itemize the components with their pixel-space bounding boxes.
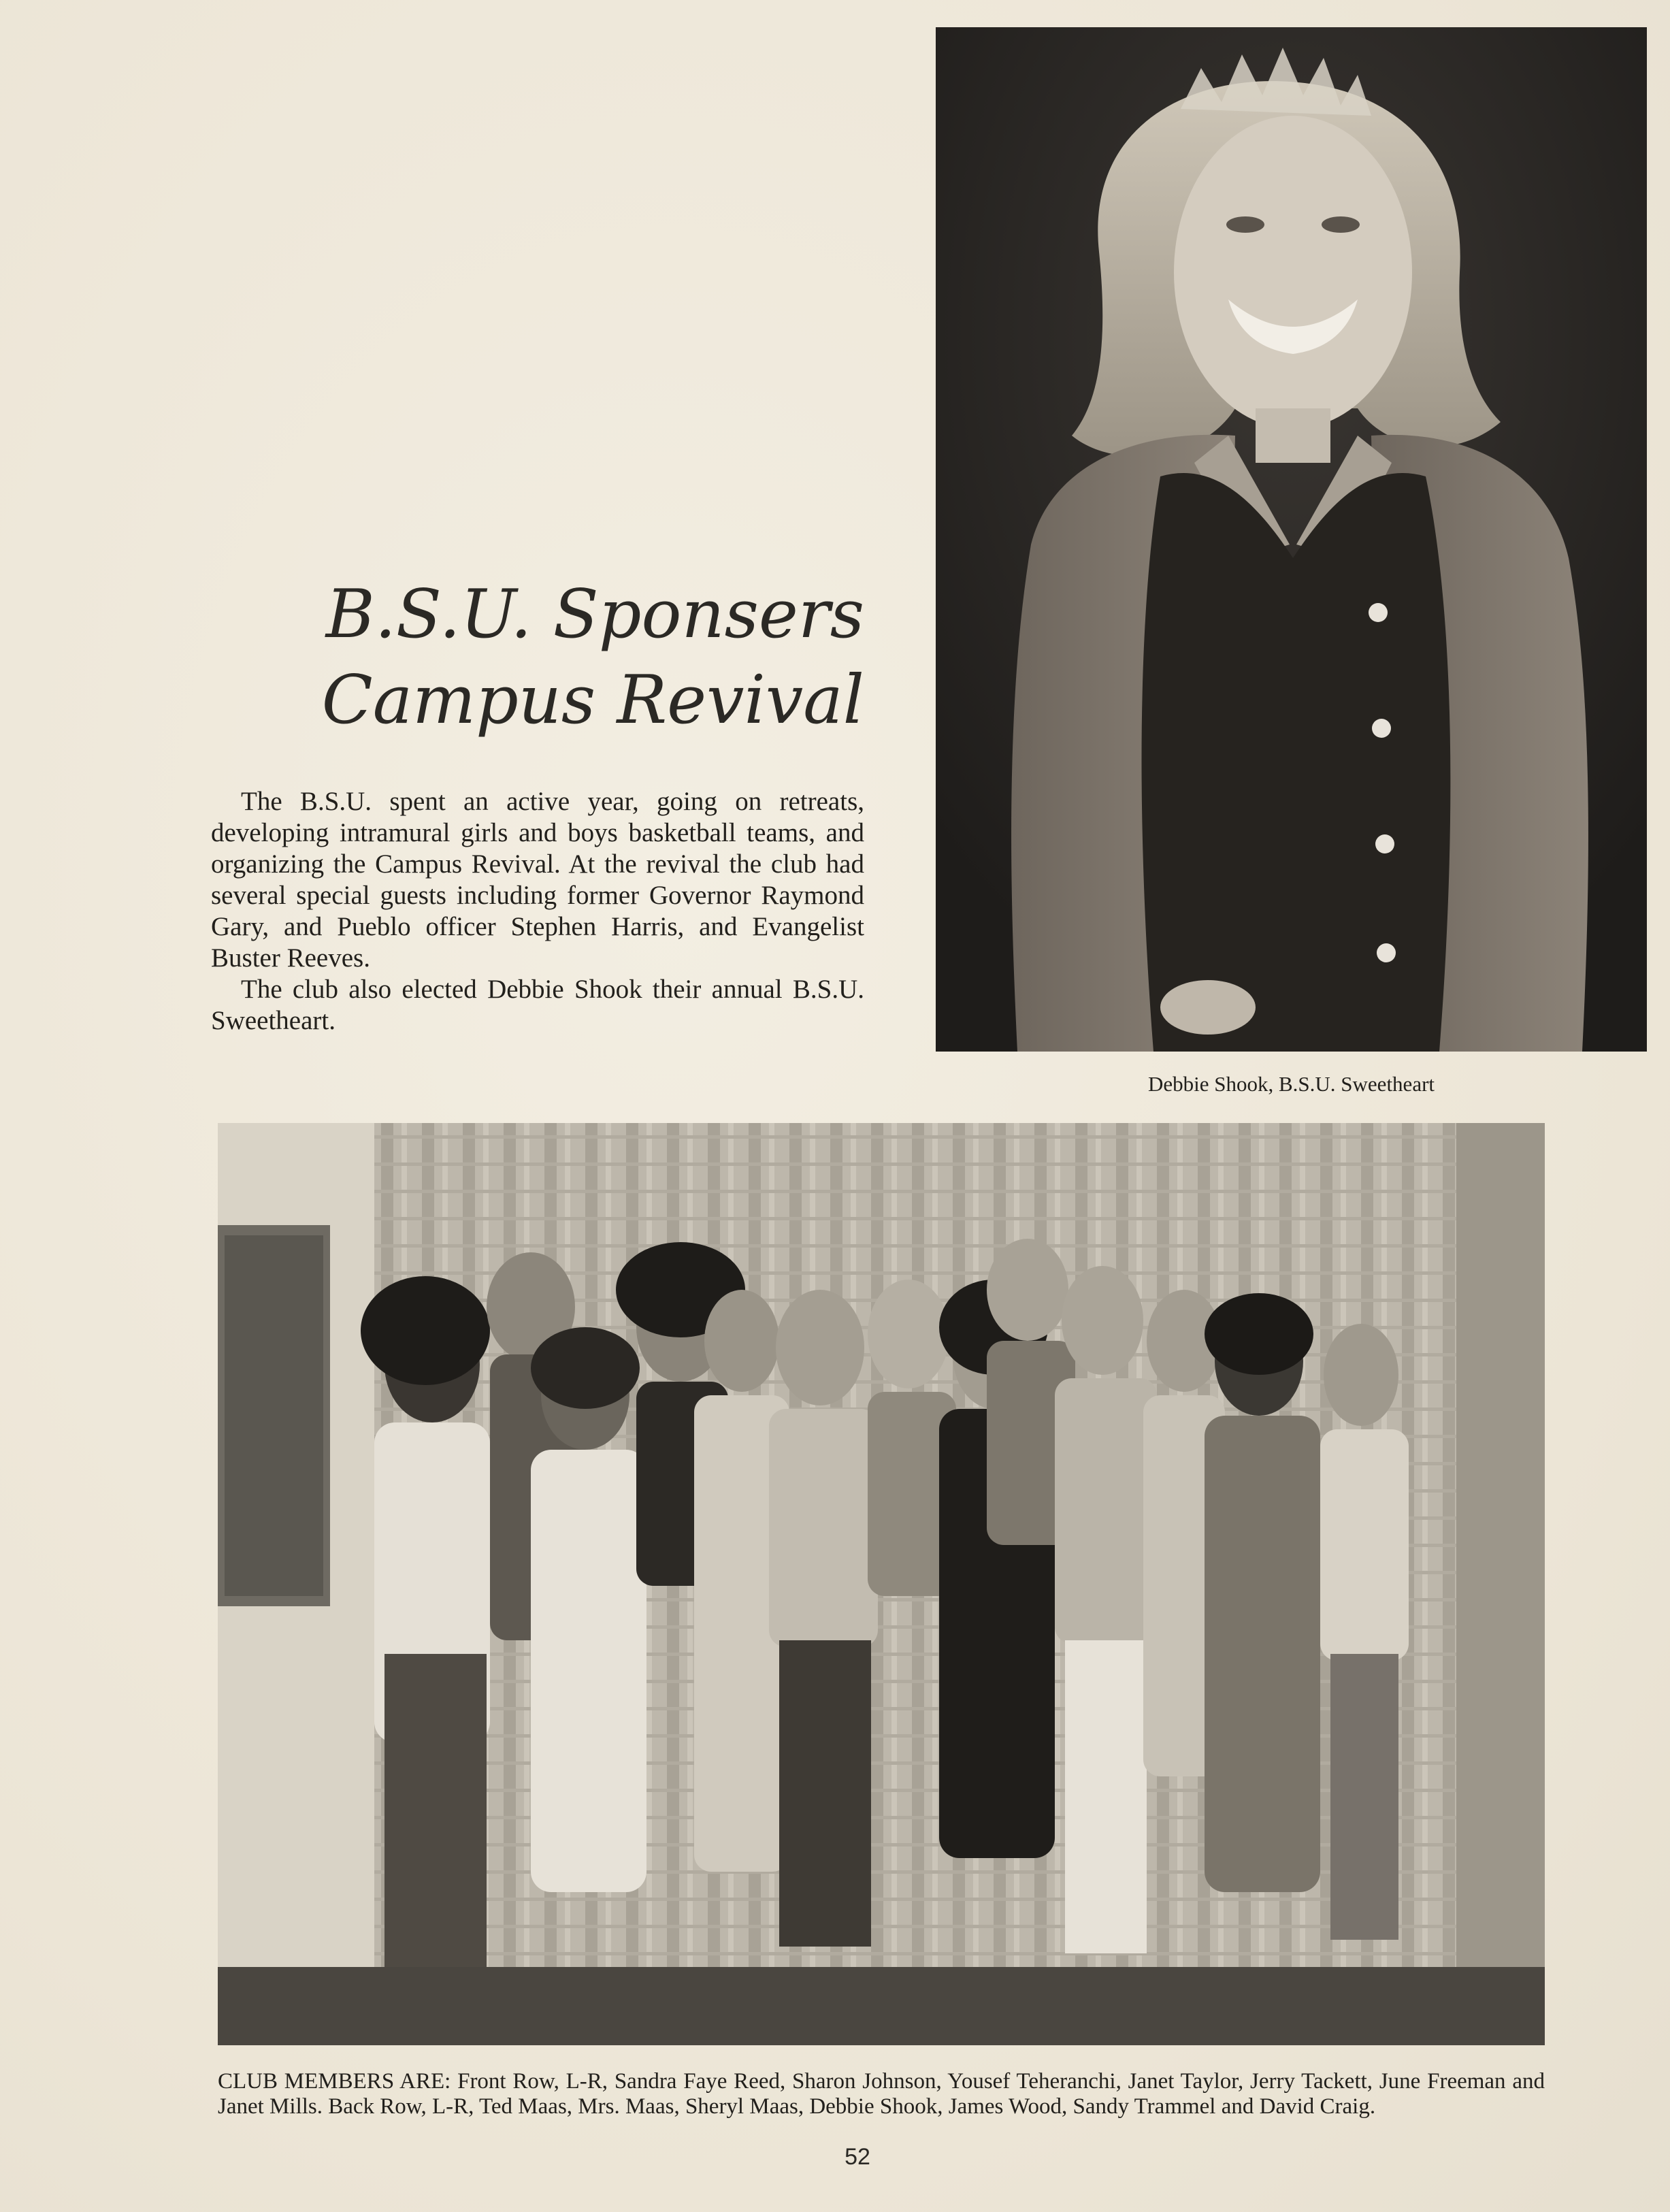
story-paragraph: The club also elected Debbie Shook their annual B.S.U. Sweetheart. [211, 975, 864, 1035]
headline-line-2: Campus Revival [321, 662, 864, 739]
group-image [218, 1123, 1545, 2045]
group-photo [218, 1123, 1545, 2045]
headline-line-1: B.S.U. Sponsers [325, 576, 864, 653]
story-paragraph: The B.S.U. spent an active year, going on retreats, developing intramural girls and boys basketball teams, and organizing the Campus Revival. At the revival the club had several special guests including former Governor Raymond Gary, and Pueblo officer Stephen Harris, and Evangelist Buster Reeves. [211, 787, 864, 973]
group-caption: CLUB MEMBERS ARE: Front Row, L-R, Sandra Faye Reed, Sharon Johnson, Yousef Teheranchi, Janet Taylor, Jerry Tackett, June Freeman and Janet Mills. Back Row, L-R, Ted Maas, Mrs. Maas, Sheryl Maas, Debbie Shook, James Wood, Sandy Trammel and David Craig. [218, 2069, 1545, 2119]
story-text [211, 786, 864, 1037]
page-number: 52 [845, 2144, 870, 2170]
portrait-caption: Debbie Shook, B.S.U. Sweetheart [1147, 1072, 1435, 1096]
headline [299, 572, 864, 743]
portrait-image [936, 27, 1647, 1052]
portrait-photo [936, 27, 1647, 1052]
